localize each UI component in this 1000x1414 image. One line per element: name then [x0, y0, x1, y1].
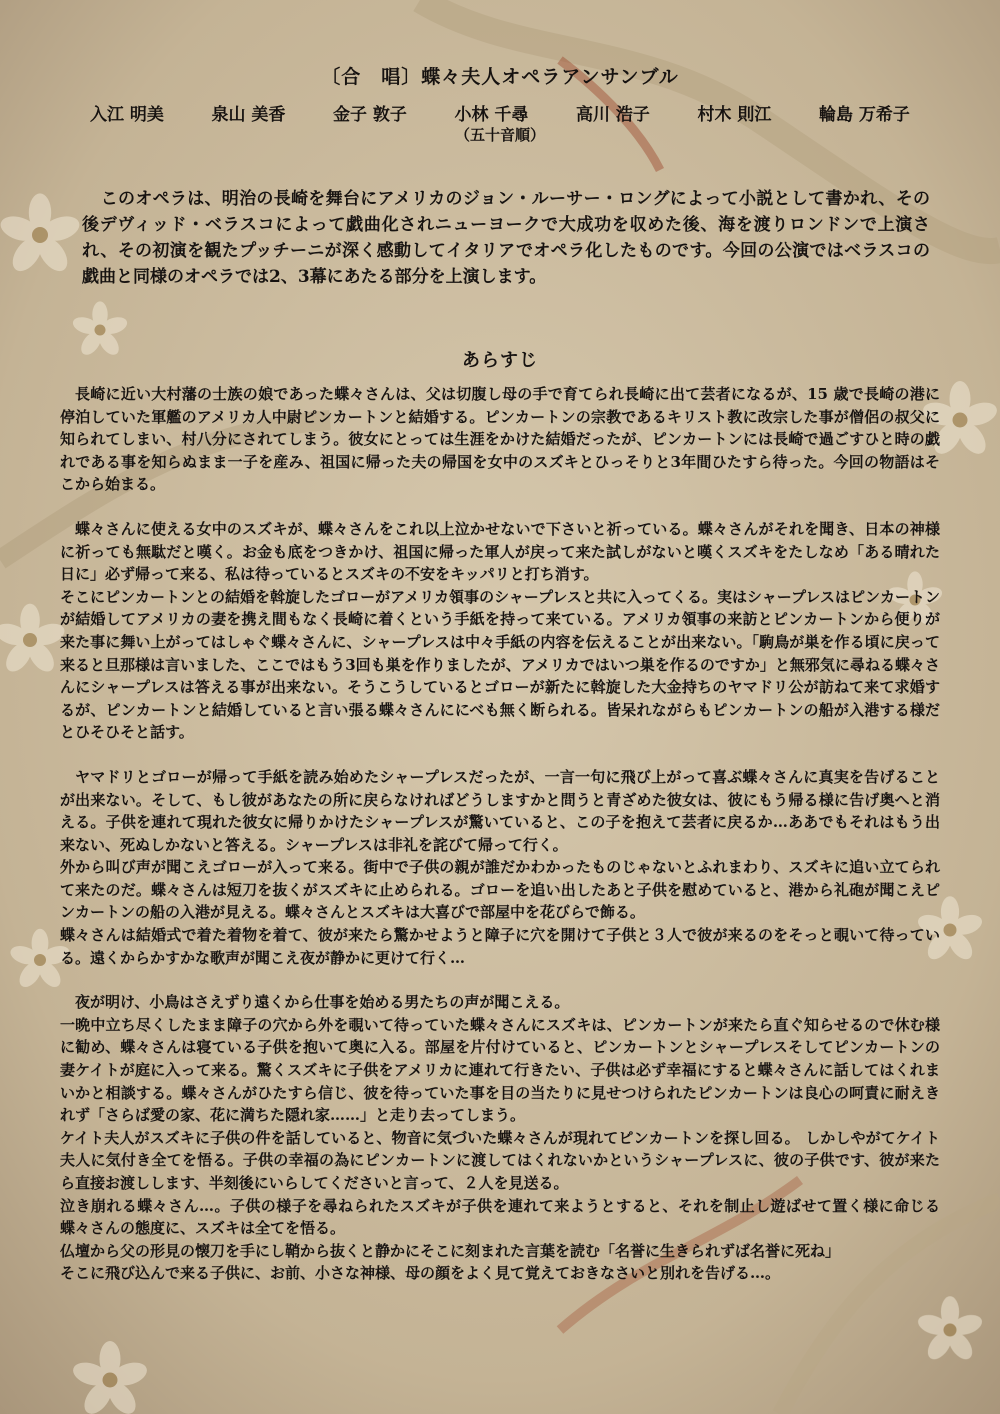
member-name: 入江 明美 [90, 105, 164, 125]
synopsis-paragraph: 一晩中立ち尽くしたまま障子の穴から外を覗いて待っていた蝶々さんにスズキは、ピンカートンが来たら直ぐ知らせるので休む様に勧め、蝶々さんは寝ている子供を抱いて奥に入る。部屋を片付けていると、ピンカートンとシャープレスそしてピンカートンの妻ケイトが庭に入って来る。驚くスズキに子供をアメリカに連れて行きたい、子供は必ず幸福にすると蝶々さんに話してはくれまいかと相談する。蝶々さんがひたすら信じ、彼を待っていた事を目の当たりに見せつけられたピンカートンは良心の呵責に耐えきれず「さらば愛の家、花に満ちた隠れ家……」と走り去ってしまう。 [60, 1015, 940, 1125]
synopsis-paragraph: 蝶々さんに使える女中のスズキが、蝶々さんをこれ以上泣かせないで下さいと祈っている。蝶々さんがそれを聞き、日本の神様に祈っても無駄だと嘆く。お金も底をつきかけ、祖国に帰った軍人が戻って来た試しがないと嘆くスズキをたしなめ「ある晴れた日に」必ず帰って来る、私は待っているとスズキの不安をキッパリと打ち消す。 [60, 519, 940, 584]
paragraph-gap [60, 969, 940, 991]
paragraph-gap [60, 744, 940, 766]
intro-paragraph: このオペラは、明治の長崎を舞台にアメリカのジョン・ルーサー・ロングによって小説として書かれ、その後デヴィッド・ベラスコによって戯曲化されニューヨークで大成功を収めた後、海を渡りロンドンで上演され、その初演を観たプッチーニが深く感動してイタリアでオペラ化したものです。今回の公演ではベラスコの戯曲と同様のオペラでは2、3幕にあたる部分を上演します。 [82, 189, 930, 287]
synopsis-paragraph: 外から叫び声が聞こえゴローが入って来る。街中で子供の親が誰だかわかったものじゃないとふれまわり、スズキに追い立てられて来たのだ。蝶々さんは短刀を抜くがスズキに止められる。ゴローを追い出したあと子供を慰めていると、港から礼砲が聞こえピンカートンの船の入港が見える。蝶々さんとスズキは大喜びで部屋中を花びらで飾る。 [60, 858, 940, 922]
order-note: （五十音順） [454, 126, 545, 144]
synopsis-paragraph: そこにピンカートンとの結婚を斡旋したゴローがアメリカ領事のシャープレスと共に入ってくる。実はシャープレスはピンカートンが結婚してアメリカの妻を携え間もなく長崎に着くという手紙を持って来ている。アメリカ領事の来訪とピンカートンから便りが来た事に舞い上がってはしゃぐ蝶々さんに、シャープレスは中々手紙の内容を伝えることが出来ない。「駒鳥が巣を作る頃に戻って来ると旦那様は言いました、ここではもう3回も巣を作りましたが、アメリカではいつ巣を作るのですか」と無邪気に尋ねる蝶々さんにシャープレスは答える事が出来ない。そうこうしているとゴローが新たに斡旋した大金持ちのヤマドリ公が訪ねて来て求婚するが、ピンカートンと結婚していると言い張る蝶々さんににべも無く断られる。皆呆れながらもピンカートンの船が入港する様だとひそひそと話す。 [60, 587, 941, 742]
synopsis-paragraph: 夜が明け、小鳥はさえずり遠くから仕事を始める男たちの声が聞こえる。 [75, 993, 570, 1012]
member-name: 泉山 美香 [211, 105, 286, 125]
paragraph-gap [60, 496, 940, 518]
member-name: 高川 浩子 [576, 105, 650, 125]
synopsis-body [60, 383, 940, 1285]
synopsis-paragraph: 長崎に近い大村藩の士族の娘であった蝶々さんは、父は切腹し母の手で育てられ長崎に出て芸者になるが、15 歳で長崎の港に停泊していた軍艦のアメリカ人中尉ピンカートンと結婚する。ピンカートンの宗教であるキリスト教に改宗した事が僧侶の叔父に知られてしまい、村八分にされてしまう。彼女にとっては生涯をかけた結婚だったが、ピンカートンには長崎で過ごすひと時の戯れである事を知らぬまま一子を産み、祖国に帰った夫の帰国を女中のスズキとひっそりと3年間ひたすら待った。今回の物語はそこから始まる。 [60, 385, 940, 494]
synopsis-paragraph: 仏壇から父の形見の懐刀を手にし鞘から抜くと静かにそこに刻まれた言葉を読む「名誉に生きられずば名誉に死ね」 [60, 1241, 841, 1260]
synopsis-heading: あらすじ [462, 350, 538, 371]
synopsis-paragraph: ヤマドリとゴローが帰って手紙を読み始めたシャープレスだったが、一言一句に飛び上がって喜ぶ蝶々さんに真実を告げることが出来ない。そして、もし彼があなたの所に戻らなければどうしますかと問うと青ざめた彼女は、彼にもう帰る様に告げ奥へと消える。子供を連れて現れた彼女に帰りかけたシャープレスが驚いていると、この子を抱えて芸者に戻るか…ああでもそれはもう出来ない、死ぬしかないと答える。シャープレスは非礼を詫びて帰って行く。 [60, 767, 940, 854]
member-name: 金子 敦子 [333, 105, 407, 125]
synopsis-paragraph: そこに飛び込んで来る子供に、お前、小さな神様、母の顔をよく見て覚えておきなさいと別れを告げる…。 [60, 1264, 781, 1283]
chorus-title: 〔合 唱〕蝶々夫人オペラアンサンブル [321, 66, 679, 88]
synopsis-paragraph: ケイト夫人がスズキに子供の件を話していると、物音に気づいた蝶々さんが現れてピンカートンを探し回る。 しかしやがてケイト夫人に気付き全てを悟る。子供の幸福の為にピンカートンに渡してはくれないかというシャープレスに、彼の子供です、彼が来たら直接お渡しします、半刻後にいらしてくださいと言って、２人を見送る。 [60, 1128, 940, 1192]
member-name: 小林 千尋 [454, 105, 529, 125]
member-name: 輪島 万希子 [819, 105, 910, 125]
synopsis-paragraph: 泣き崩れる蝶々さん…。子供の様子を尋ねられたスズキが子供を連れて来ようとすると、それを制止し遊ばせて置く様に命じる蝶々さんの態度に、スズキは全てを悟る。 [60, 1196, 940, 1238]
member-list [90, 100, 910, 125]
member-name: 村木 則江 [697, 105, 772, 125]
synopsis-paragraph: 蝶々さんは結婚式で着た着物を着て、彼が来たら驚かせようと障子に穴を開けて子供と３人で彼が来るのをそっと覗いて待っている。遠くからかすかな歌声が聞こえ夜が静かに更けて行く… [60, 926, 940, 967]
